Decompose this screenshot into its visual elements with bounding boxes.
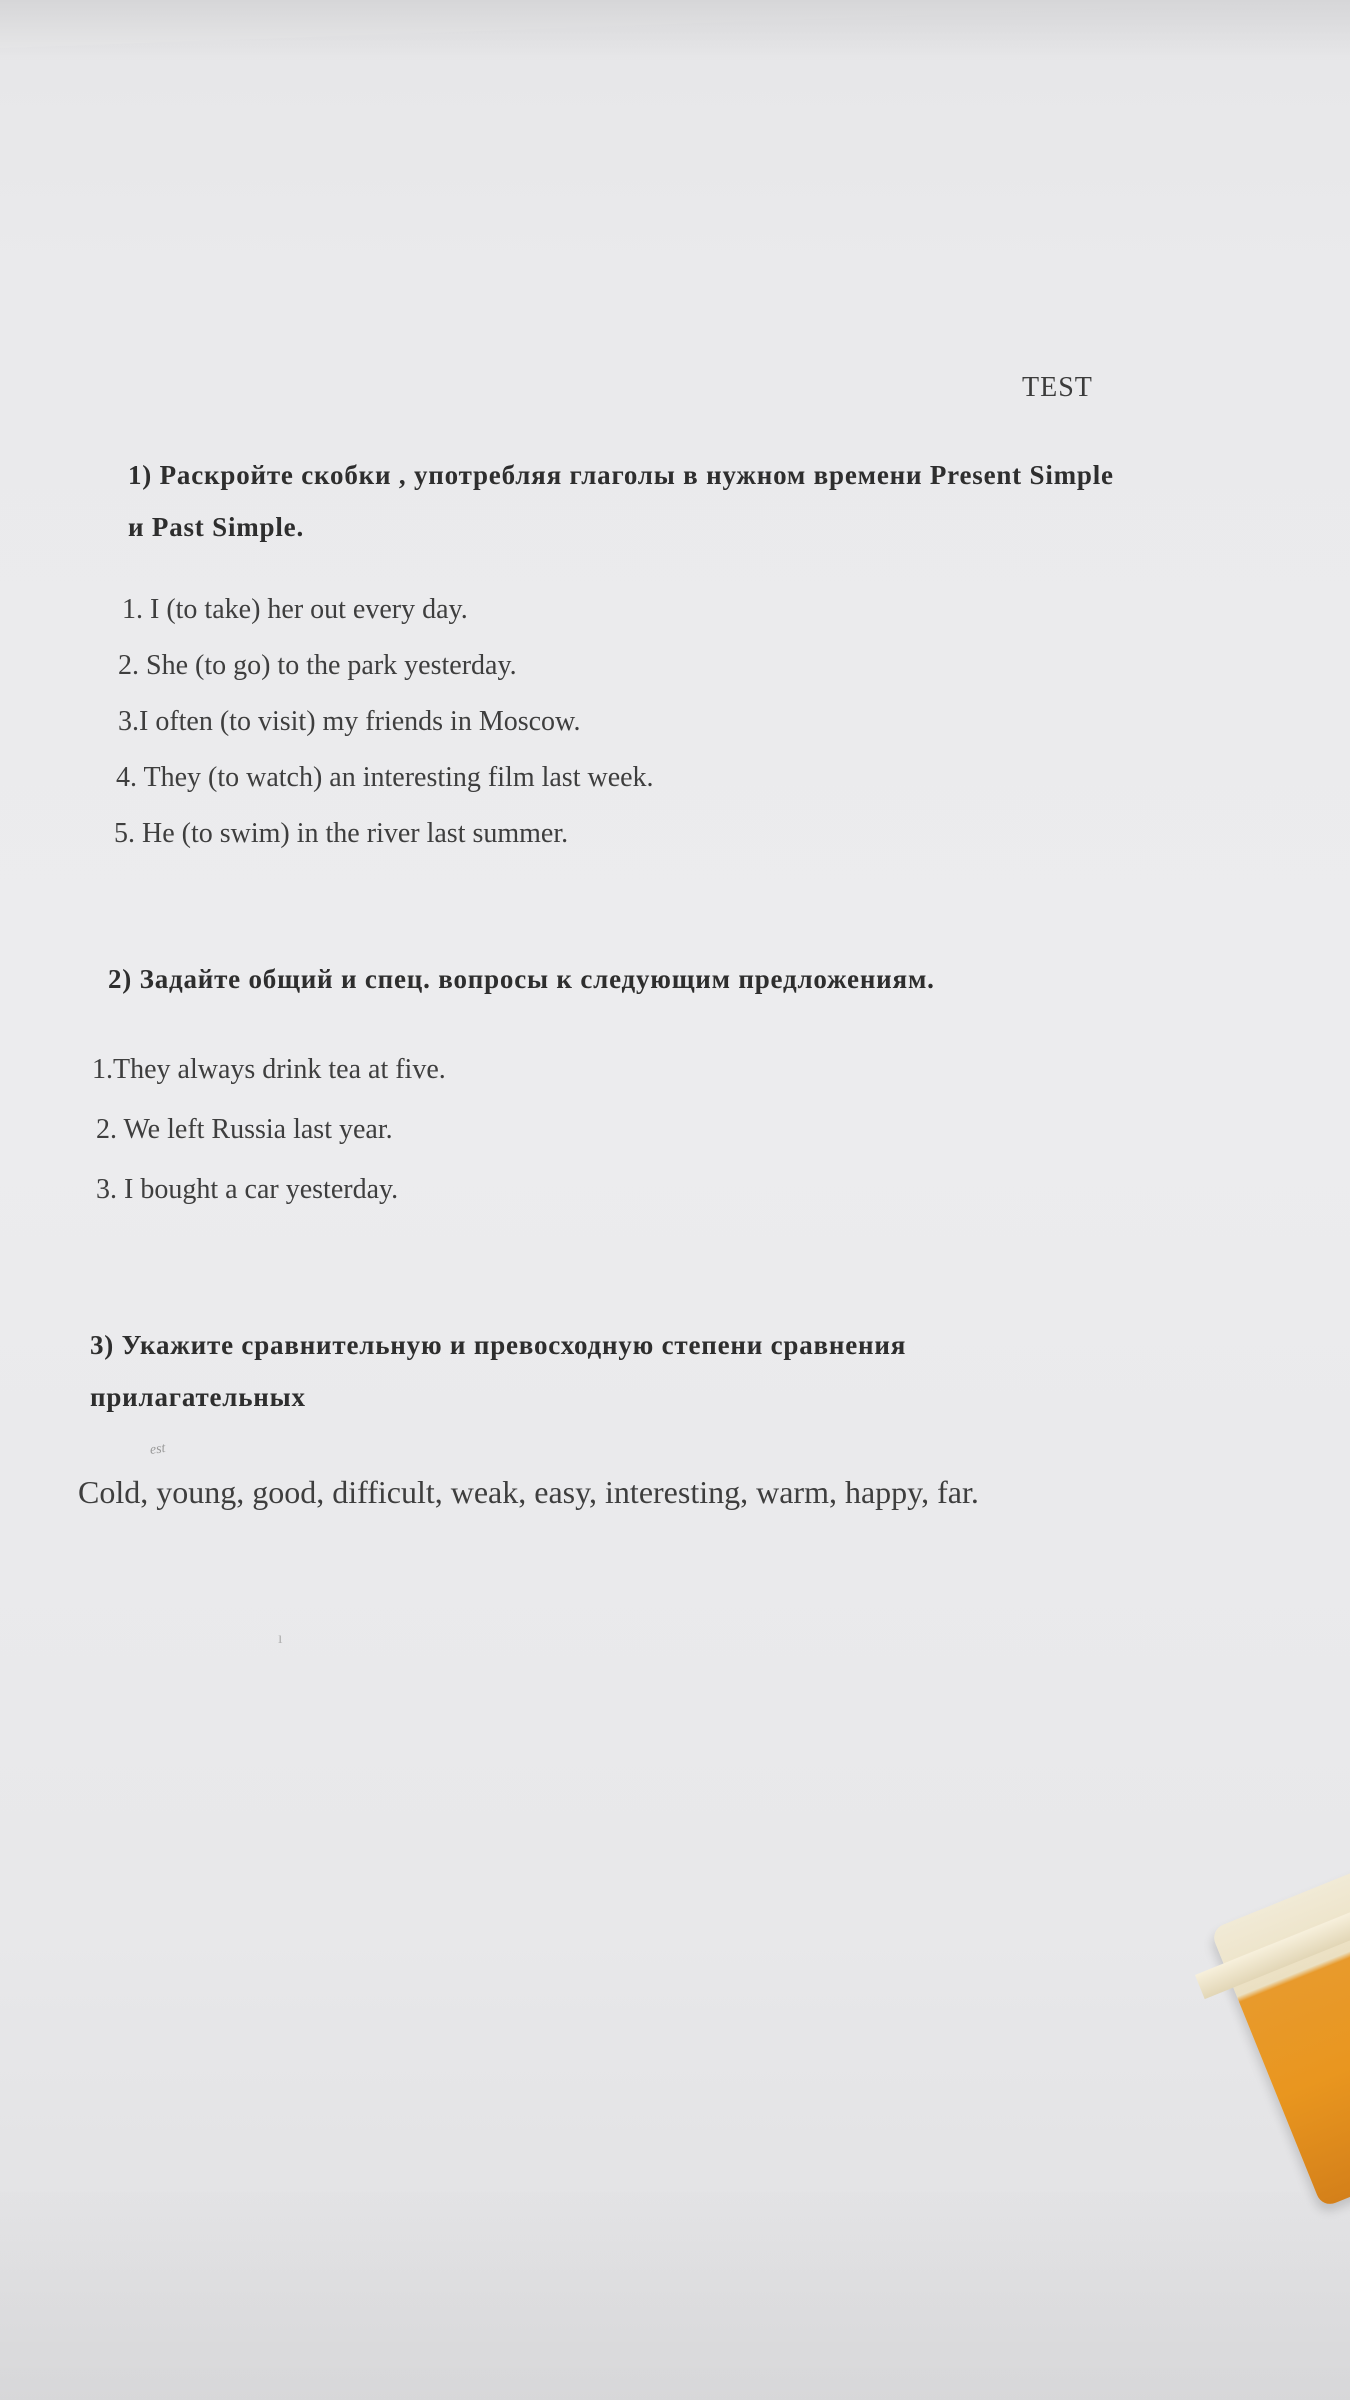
section-3-heading-line-2: прилагательных bbox=[90, 1382, 306, 1412]
section-3-heading-line-1: 3) Укажите сравнительную и превосходную степени сравнения bbox=[90, 1330, 907, 1360]
section-2-item-2: 2. We left Russia last year. bbox=[96, 1114, 393, 1145]
section-2-item-1: 1.They always drink tea at five. bbox=[92, 1054, 446, 1085]
paper-bottom-shade bbox=[0, 2180, 1350, 2400]
section-2-item-3: 3. I bought a car yesterday. bbox=[96, 1174, 399, 1205]
section-1-item-4: 4. They (to watch) an interesting film last week. bbox=[116, 762, 654, 793]
pencil-note: est bbox=[148, 1440, 167, 1459]
document-title: TEST bbox=[1022, 372, 1093, 403]
section-1-item-3: 3.I often (to visit) my friends in Moscow. bbox=[118, 706, 581, 737]
section-2-heading: 2) Задайте общий и спец. вопросы к следующим предложениям. bbox=[108, 964, 935, 994]
section-3-word-list: Cold, young, good, difficult, weak, easy, interesting, warm, happy, far. bbox=[78, 1474, 979, 1510]
paper-top-shadow bbox=[0, 0, 1350, 60]
stray-mark: ı bbox=[278, 1630, 283, 1647]
section-1-heading-line-2: и Past Simple. bbox=[128, 512, 305, 542]
section-1-item-1: 1. I (to take) her out every day. bbox=[122, 594, 468, 625]
section-1-item-2: 2. She (to go) to the park yesterday. bbox=[118, 650, 517, 681]
section-1-heading-line-1: 1) Раскройте скобки , употребляя глаголы в нужном времени Present Simple bbox=[128, 460, 1114, 490]
section-1-item-5: 5. He (to swim) in the river last summer. bbox=[114, 818, 569, 849]
